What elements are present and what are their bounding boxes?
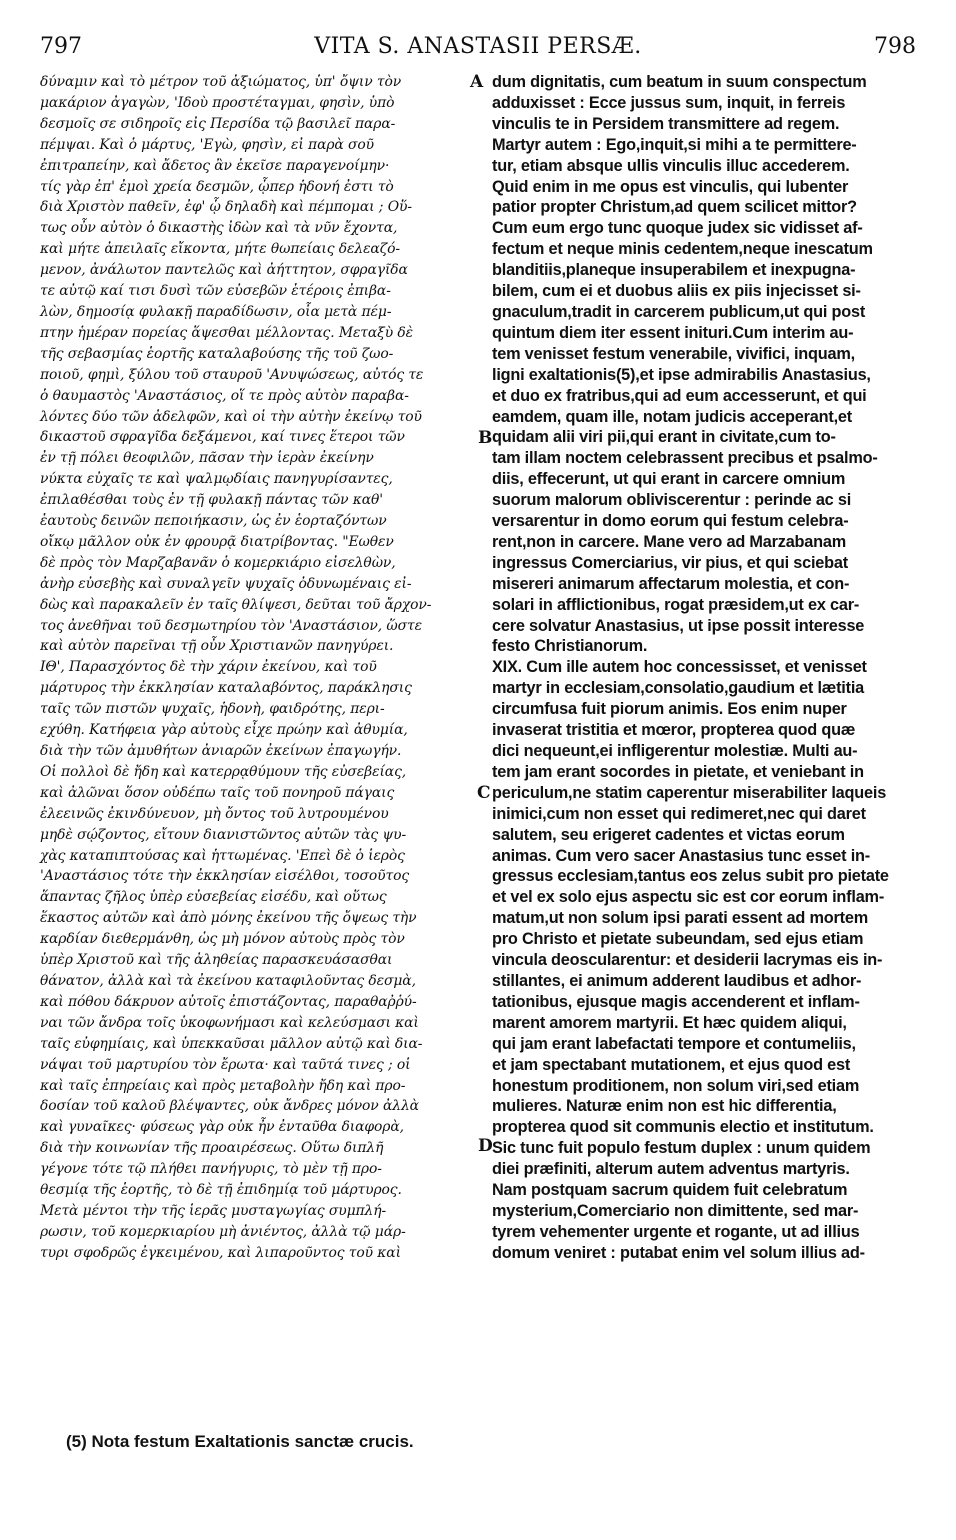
latin-text-line: quintum diem iter essent inituri.Cum interim au-	[492, 323, 854, 342]
section-marker-d: D	[478, 1136, 493, 1156]
latin-text-line: dum dignitatis, cum beatum in suum conspectum	[492, 73, 867, 91]
greek-text-line: ἅπαντας ζῆλος ὑπὲρ εὐσεβείας εἰσέδυ, καὶ οὕτως	[40, 889, 387, 906]
greek-text-line: μηδὲ σῴζοντος, εἴτουν διανιστῶντος αὐτῶν τὰς ψυ-	[40, 826, 407, 843]
greek-text-column	[40, 72, 484, 1264]
latin-text-line: animas. Cum vero sacer Anastasius tunc esset in-	[492, 846, 870, 865]
latin-text-line: misereri animarum affectarum molestia, et con-	[492, 574, 850, 593]
latin-text-line: bilem, cum ei et duobus aliis ex piis injecisset si-	[492, 282, 861, 301]
latin-text-line: tationibus, ejusque magis accenderent et inflam-	[492, 992, 860, 1011]
latin-text-line: mysterium,Comerciario non dimittente, sed mar-	[492, 1201, 859, 1220]
latin-text-line: vinculis te in Persidem transmittere ad regem.	[492, 114, 840, 133]
latin-text-line: Nam postquam sacrum quidem fuit celebratum	[492, 1181, 848, 1200]
footnote: (5) Nota festum Exaltationis sanctæ crucis.	[66, 1432, 414, 1451]
latin-text-line: martyr in ecclesiam,consolatio,gaudium et lætitia	[492, 679, 865, 698]
page-number-right: 798	[874, 34, 916, 59]
latin-text-line: tur, etiam absque ullis vinculis illuc accederem.	[492, 156, 850, 175]
latin-text-line: vincula deoscularentur: et desiderii lacrymas eis in-	[492, 951, 883, 970]
greek-text-line: ἕκαστος αὐτῶν καὶ ἀπὸ μόνης ἐκείνου τῆς ὄψεως τὴν	[40, 910, 417, 927]
greek-text-line: τυρι σφοδρῶς ἐγκειμένου, καὶ λιπαροῦντος τοῦ καὶ	[40, 1244, 401, 1261]
greek-text-line: ἐπιτραπείην, καὶ ἄδετος ἂν ἐκεῖσε παραγενοίμην·	[40, 157, 390, 174]
greek-text-line: καρδίαν διεθερμάνθη, ὡς μὴ μόνον αὐτοὺς πρὸς τὸν	[40, 931, 405, 948]
greek-text-line: ὁ θαυμαστὸς 'Αναστάσιος, οἵ τε πρὸς αὐτὸν παραβα-	[40, 387, 409, 404]
latin-text-line: festo Christianorum.	[492, 637, 648, 656]
page-number-left: 797	[40, 34, 82, 59]
latin-text-line: tem venisset festum venerabile, vivifici, inquam,	[492, 344, 855, 363]
greek-text-line: χὰς καταπιπτούσας καὶ ἡττωμένας. 'Επεὶ δὲ ὁ ἱερὸς	[40, 847, 405, 864]
greek-text-line: λόντες δύο τῶν ἀδελφῶν, καὶ οἱ τὴν αὐτὴν ἐκείνῳ τοῦ	[40, 408, 422, 425]
greek-text-line: καὶ ἀλῶναι ὅσον οὐδέπω ταῖς τοῦ πονηροῦ πάγαις	[40, 784, 395, 801]
greek-text-line: δὼς καὶ παρακαλεῖν ἐν ταῖς θλίψεσι, δεῦται τοῦ ἄρχον-	[40, 596, 432, 613]
greek-text-line: μάρτυρος τὴν ἐκκλησίαν καταλαβόντος, παράκλησις	[40, 680, 412, 697]
latin-text-line: honestum proditionem, non solum viri,sed etiam	[492, 1076, 860, 1095]
greek-text-line: πτην ἡμέραν πορείας ἅψεσθαι μέλλοντας. Μεταξὺ δὲ	[40, 324, 413, 341]
greek-text-line: ἀνὴρ εὐσεβὴς καὶ συναλγεῖν ψυχαῖς ὀδυνωμέναις εἰ-	[40, 575, 412, 592]
latin-text-line: matum,ut non solum ipsi parati essent ad mortem	[492, 909, 868, 928]
latin-text-line: inimici,cum non esset qui redimeret,nec qui daret	[492, 804, 866, 823]
greek-text-line: τως οὖν αὐτὸν ὁ δικαστὴς ἰδὼν καὶ τὰ νῦν ἔχοντα,	[40, 220, 398, 237]
latin-text-line: pro Christo et pietate subeundam, sed ejus etiam	[492, 930, 864, 949]
greek-text-line: Οἱ πολλοὶ δὲ ἤδη καὶ κατερρᾳθύμουν τῆς εὐσεβείας,	[40, 763, 407, 780]
greek-text-line: ναι τῶν ἄνδρα τοῖς ὑκοφωνήμασι καὶ κελεύσμασι καὶ	[40, 1014, 419, 1031]
greek-text-line: ἑαυτοὺς δεινῶν πεποιήκασιν, ὡς ἐν ἑορταζόντων	[40, 513, 387, 530]
latin-text-line: tem jam erant socordes in pietate, et veniebant in	[492, 762, 864, 781]
latin-text-line: Cum eum ergo tunc quoque judex sic vidisset af-	[492, 219, 863, 238]
greek-text-line: δοσίαν τοῦ καλοῦ βλέψαντες, οὐκ ἄνδρες μόνον ἀλλὰ	[40, 1098, 419, 1115]
greek-text-line: ἐν τῇ πόλει θεοφιλῶν, πᾶσαν τὴν ἱερὰν ἐκείνην	[40, 450, 374, 467]
greek-text-line: διὰ τὴν τῶν ἀμυθήτων ἀνιαρῶν ἐκείνων ἐπαγωγήν.	[40, 743, 402, 759]
latin-text-line: marent amorem martyrii. Et hæc quidem aliqui,	[492, 1013, 847, 1032]
latin-text-line: ligni exaltationis(5),et ipse admirabilis Anastasius,	[492, 365, 871, 384]
latin-text-line: cere solvatur Anastasius, ut ipse possit interesse	[492, 616, 865, 635]
latin-text-line: quidam alii viri pii,qui erant in civitate,cum to-	[492, 428, 836, 447]
greek-text-line: μακάριον ἀγαγὼν, 'Ιδοὺ προστέταγμαι, φησὶν, ὑπὸ	[40, 94, 395, 111]
latin-text-line: domum veniret : putabat enim vel solum illius ad-	[492, 1243, 865, 1262]
greek-text-line: καὶ γυναῖκες· φύσεως γὰρ οὐκ ἦν ἐνταῦθα διαφορὰ,	[40, 1119, 404, 1136]
running-title: VITA S. ANASTASII PERSÆ.	[314, 34, 642, 59]
greek-text-line: ἐλεεινῶς ἐκινδύνευον, μὴ ὄντος τοῦ λυτρουμένου	[40, 805, 389, 822]
greek-text-line: δὲ πρὸς τὸν Μαρζαβανᾶν ὁ κομερκιάριο εἰσελθὼν,	[40, 554, 396, 571]
latin-text-line: salutem, seu erigeret cadentes et victas eorum	[492, 825, 845, 844]
latin-text-line: diis, effecerunt, ut qui erant in carcere omnium	[492, 470, 846, 489]
latin-text-line: tyrem vehementer urgente et rogante, ut ad illius	[492, 1222, 860, 1241]
latin-text-line: suorum malorum obliviscerentur : perinde ac si	[492, 491, 852, 510]
greek-text-line: γέγονε τότε τῷ πλήθει πανήγυρις, τὸ μὲν τῇ προ-	[40, 1161, 382, 1178]
latin-text-line: et jam spectabant mutationem, et ejus quod est	[492, 1055, 851, 1074]
greek-text-line: δεσμοῖς σε σιδηροῖς εἰς Περσίδα τῷ βασιλεῖ παρα-	[40, 115, 396, 132]
greek-text-line: νύκτα εὐχαῖς τε καὶ ψαλμῳδίαις πανηγυρίσαντες,	[40, 471, 393, 488]
section-marker-b: B	[478, 428, 493, 448]
latin-text-line: tam illam noctem celebrassent precibus et psalmo-	[492, 449, 878, 468]
latin-text-line: propterea quod sit communis electio et institutum.	[492, 1118, 874, 1137]
greek-text-line: τος ἀνεθῆναι τοῦ δεσμωτηρίου τὸν 'Αναστάσιον, ὥστε	[40, 617, 422, 634]
greek-text-line: ταῖς τῶν πιστῶν ψυχαῖς, ἡδονὴ, φαιδρότης, περι-	[40, 701, 385, 718]
greek-text-line: ἐπιλαθέσθαι τοὺς ἐν τῇ φυλακῇ πάντας τῶν καθ'	[40, 492, 383, 509]
greek-text-line: εχύθη. Κατήφεια γὰρ αὐτοὺς εἶχε πρώην καὶ ἀθυμία,	[40, 722, 408, 739]
latin-text-line: et duo ex fratribus,qui ad eum accesserunt, et qui	[492, 386, 867, 405]
greek-text-line: 'Αναστάσιος τότε τὴν ἐκκλησίαν εἰσέλθοι, τοσοῦτος	[40, 868, 410, 885]
greek-text-line: νάψαι τοῦ μαρτυρίου τὸν ἔρωτα· καὶ ταῦτά τινες ; οἱ	[40, 1056, 411, 1073]
greek-text-line: ταῖς εὐφημίαις, καὶ ὑπεκκαῦσαι μᾶλλον αὐτῷ καὶ δια-	[40, 1035, 423, 1052]
greek-text-line: λὼν, δημοσίᾳ φυλακῇ παραδίδωσιν, οἷα μετὰ πέμ-	[40, 303, 392, 320]
latin-text-line: circumfusa fuit piorum animis. Eos enim nuper	[492, 700, 847, 719]
latin-text-line: eamdem, quam ille, notam judicis acceperant,et	[492, 407, 852, 426]
latin-text-line: Sic tunc fuit populo festum duplex : unum quidem	[492, 1139, 871, 1158]
greek-text-line: τῆς σεβασμίας ἑορτῆς καταλαβούσης τῆς τοῦ ζωο-	[40, 345, 394, 362]
greek-text-line: πέμψαι. Καὶ ὁ μάρτυς, 'Εγὼ, φησὶν, εἰ παρὰ σοῦ	[40, 136, 375, 153]
section-marker-a: A	[470, 72, 484, 92]
latin-text-line: stillantes, ei animum adderent laudibus et adhor-	[492, 971, 862, 990]
running-header	[40, 34, 916, 68]
latin-text-line: rent,non in carcere. Mane vero ad Marzabanam	[492, 532, 847, 551]
latin-text-line: et vel ex solo ejus aspectu sic est cor eorum inflam-	[492, 888, 885, 907]
greek-text-line: ρωσιν, τοῦ κομερκιαρίου μὴ ἀνιέντος, ἀλλὰ τῷ μάρ-	[40, 1223, 406, 1240]
greek-text-line: διὰ τὴν κοινωνίαν τῆς προαιρέσεως. Οὕτω διπλῆ	[40, 1140, 384, 1157]
latin-text-line: ingressus Comerciarius, vir pius, et qui sciebat	[492, 553, 848, 572]
latin-text-line: gnaculum,tradit in carcerem publicum,ut qui post	[492, 302, 866, 321]
greek-text-line: δικαστοῦ σφραγῖδα δεξάμενοι, καί τινες ἕτεροι τῶν	[40, 429, 405, 446]
latin-text-line: versarentur in domo eorum qui festum celebra-	[492, 512, 849, 531]
greek-text-line: καὶ μήτε ἀπειλαῖς εἴκοντα, μήτε θωπείαις δελεαζό-	[40, 241, 400, 258]
latin-text-line: solari in afflictionibus, rogat præsidem,ut ex car-	[492, 595, 860, 614]
latin-text-line: adduxisset : Ecce jussus sum, inquit, in ferreis	[492, 93, 846, 112]
latin-text-line: fectum et neque minis cedentem,neque inescatum	[492, 240, 873, 259]
greek-text-line: θεσμίᾳ τῆς ἑορτῆς, τὸ δὲ τῇ ἐπιδημίᾳ τοῦ μάρτυρος.	[40, 1182, 402, 1199]
latin-text-line: diei præfiniti, alterum autem adventus martyris.	[492, 1160, 850, 1179]
greek-text-line: τίς γὰρ ἐπ' ἐμοὶ χρεία δεσμῶν, ᾧπερ ἡδονή ἐστι τὸ	[40, 178, 394, 195]
latin-text-line: qui jam erant labefactati tempore et contumeliis,	[492, 1034, 856, 1053]
greek-text-line: καὶ ταῖς ἐπηρείαις καὶ πρὸς μεταβολὴν ἤδη καὶ προ-	[40, 1077, 406, 1094]
latin-text-line: mulieres. Naturæ enim non est hic differentia,	[492, 1097, 837, 1116]
greek-text-line: καὶ αὐτὸν παρεῖναι τῇ οὖν Χριστιανῶν πανηγύρει.	[40, 638, 394, 655]
latin-text-line: invaserat tristitia et mœror, propterea quod quæ	[492, 721, 856, 740]
greek-text-line: οἴκῳ μᾶλλον οὐκ ἐν φρουρᾷ διατρίβοντας. "Εωθεν	[40, 533, 394, 550]
greek-text-line: ποιοῦ, φημὶ, ξύλου τοῦ σταυροῦ 'Ανυψώσεως, αὐτός τε	[40, 366, 424, 383]
latin-text-line: Martyr autem : Ego,inquit,si mihi a te permittere-	[492, 135, 857, 154]
greek-text-line: ὑπὲρ Χριστοῦ καὶ τῆς ἀληθείας παρασκευάσασθαι	[40, 952, 393, 969]
latin-text-line: gressus ecclesiam,tantus eos zelus subit pro pietate	[492, 867, 889, 886]
greek-text-line: διὰ Χριστὸν παθεῖν, ἐφ' ᾧ δηλαδὴ καὶ πέμπομαι ; Οὕ-	[40, 199, 412, 216]
latin-text-line: patior propter Christum,ad quem scilicet mittor?	[492, 198, 857, 217]
latin-text-line: Quid enim in me opus est vinculis, qui lubenter	[492, 177, 849, 196]
greek-text-line: Μετὰ μέντοι τὴν τῆς ἱερᾶς μυσταγωγίας συμπλή-	[40, 1202, 387, 1219]
latin-text-line: blanditiis,planeque insuperabilem et inexpugna-	[492, 261, 856, 280]
greek-text-line: θάνατον, ἀλλὰ καὶ τὰ ἐκείνου καταφιλοῦντας δεσμὰ,	[40, 972, 416, 989]
greek-text-line: μενον, ἀνάλωτον παντελῶς καὶ ἀήττητον, σφραγῖδα	[40, 262, 408, 279]
latin-text-column	[492, 72, 916, 1264]
greek-text-line: ΙΘ', Παρασχόντος δὲ τὴν χάριν ἐκείνου, καὶ τοῦ	[40, 659, 377, 676]
latin-text-line: XIX. Cum ille autem hoc concessisset, et venisset	[492, 658, 867, 677]
latin-text-line: periculum,ne statim caperentur miserabiliter laqueis	[492, 783, 887, 802]
section-marker-c: C	[477, 783, 491, 803]
greek-text-line: καὶ πόθου δάκρυον αὐτοῖς ἐπιστάζοντας, παραθαῤῥύ-	[40, 993, 417, 1010]
greek-text-line: δύναμιν καὶ τὸ μέτρον τοῦ ἀξιώματος, ὑπ' ὄψιν τὸν	[40, 74, 402, 90]
latin-text-line: dici nequeunt,ei infligerentur molestiæ. Multi au-	[492, 742, 858, 760]
greek-text-line: τε αὐτῷ καί τισι δυσὶ τῶν εὐσεβῶν ἑτέροις ἐπιβα-	[40, 283, 391, 300]
